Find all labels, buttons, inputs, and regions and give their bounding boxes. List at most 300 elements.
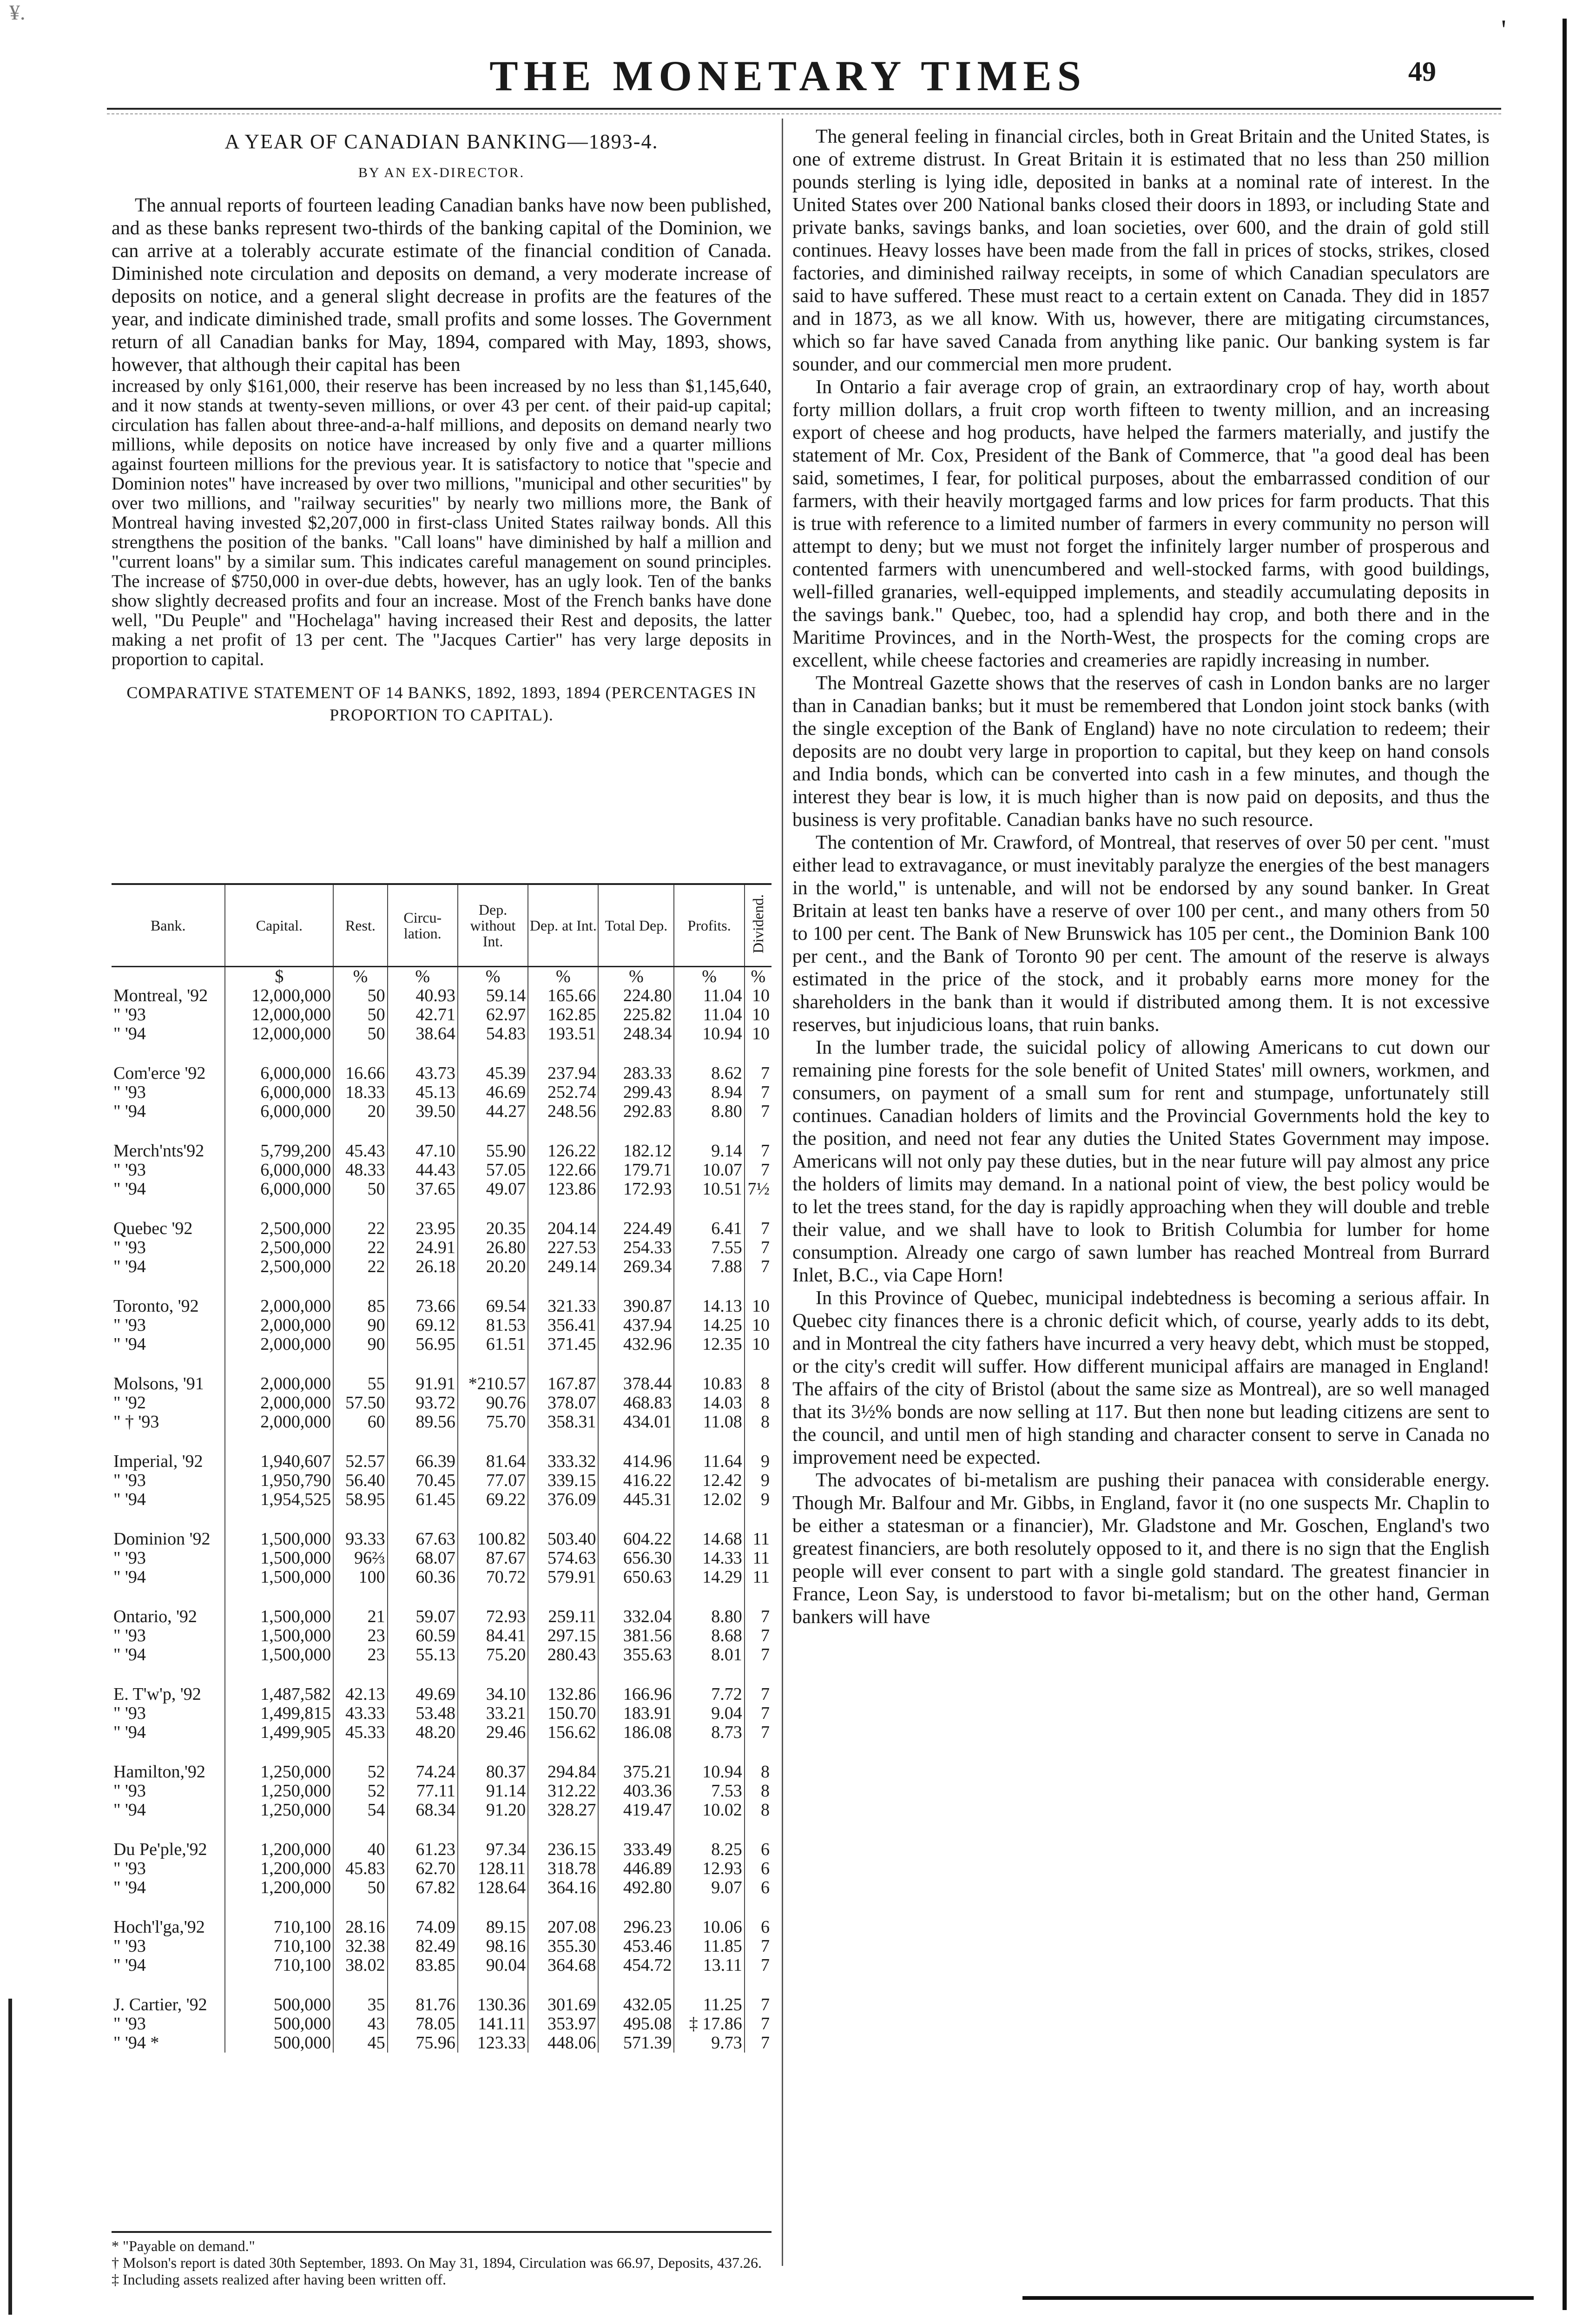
- bank-name-cell: Merch'nts'92: [113, 1142, 204, 1161]
- table-cell: 1,499,905: [225, 1723, 333, 1742]
- bank-name-cell: " '93: [113, 1782, 146, 1801]
- table-cell: [225, 1509, 333, 1530]
- table-cell: [598, 1276, 674, 1297]
- table-cell: 254.33: [598, 1238, 674, 1257]
- table-cell: [225, 1664, 333, 1685]
- bank-name-cell: J. Cartier, '92: [113, 1995, 207, 2014]
- table-cell: 333.49: [598, 1840, 674, 1859]
- table-cell: 61.51: [458, 1335, 528, 1354]
- bank-name-cell: " '94: [113, 1568, 146, 1587]
- table-cell: 10.51: [674, 1180, 744, 1199]
- bank-name-cell: " '94: [113, 1102, 146, 1121]
- table-cell: [458, 1742, 528, 1763]
- table-cell: 13.11: [674, 1956, 744, 1975]
- table-cell: [333, 1820, 387, 1840]
- table-cell: 7: [745, 1064, 772, 1083]
- table-cell: 10.02: [674, 1801, 744, 1820]
- table-cell: 1,200,000: [225, 1840, 333, 1859]
- table-cell: [458, 1043, 528, 1064]
- table-cell: 333.32: [528, 1452, 598, 1471]
- table-cell: [528, 1199, 598, 1219]
- table-cell: 710,100: [225, 1937, 333, 1956]
- table-cell: 453.46: [598, 1937, 674, 1956]
- table-row: [112, 1530, 772, 1549]
- table-cell: 224.80: [598, 986, 674, 1005]
- table-cell: ‡ 17.86: [674, 2014, 744, 2034]
- table-cell: 69.22: [458, 1490, 528, 1509]
- bank-name-cell: " '93: [113, 2014, 146, 2034]
- table-cell: 14.29: [674, 1568, 744, 1587]
- table-cell: 2,000,000: [225, 1297, 333, 1316]
- table-cell: 1,500,000: [225, 1607, 333, 1626]
- table-row: [112, 1219, 772, 1238]
- table-cell: [225, 1121, 333, 1142]
- bank-name-cell: [112, 1587, 225, 1607]
- bank-name-cell: " '94: [113, 1257, 146, 1276]
- table-cell: [598, 1199, 674, 1219]
- table-cell: 8: [745, 1413, 772, 1432]
- table-cell: 172.93: [598, 1180, 674, 1199]
- bank-name-cell: [112, 1432, 225, 1452]
- table-cell: [225, 1276, 333, 1297]
- bank-name-cell: Ontario, '92: [113, 1607, 197, 1626]
- table-cell: 1,250,000: [225, 1782, 333, 1801]
- table-row: [112, 1161, 772, 1180]
- table-cell: [458, 1975, 528, 1995]
- table-cell: 7: [745, 1142, 772, 1161]
- bank-name-cell: " '94: [113, 1335, 146, 1354]
- table-cell: 68.07: [388, 1549, 458, 1568]
- table-cell: 98.16: [458, 1937, 528, 1956]
- table-cell: 43: [333, 2014, 387, 2034]
- table-cell: 43.33: [333, 1704, 387, 1723]
- table-row: [112, 1102, 772, 1121]
- table-cell: 8: [745, 1374, 772, 1393]
- table-cell: 66.39: [388, 1452, 458, 1471]
- header-dividend-label: Dividend.: [750, 894, 767, 954]
- table-cell: [333, 1975, 387, 1995]
- table-cell: 12.02: [674, 1490, 744, 1509]
- table-cell: 207.08: [528, 1918, 598, 1937]
- table-cell: 375.21: [598, 1763, 674, 1782]
- table-cell: 7.72: [674, 1685, 744, 1704]
- table-cell: [674, 1276, 744, 1297]
- table-cell: [388, 1664, 458, 1685]
- table-cell: 8: [745, 1782, 772, 1801]
- table-cell: 77.07: [458, 1471, 528, 1490]
- table-cell: [388, 1276, 458, 1297]
- table-cell: 9.07: [674, 1878, 744, 1897]
- table-row: [112, 1257, 772, 1276]
- table-row: [112, 1626, 772, 1645]
- table-cell: 2,500,000: [225, 1219, 333, 1238]
- article-byline: BY AN EX-DIRECTOR.: [358, 165, 525, 180]
- bank-name-cell: " '93: [113, 1238, 146, 1257]
- table-cell: 78.05: [388, 2014, 458, 2034]
- table-cell: 128.11: [458, 1859, 528, 1878]
- table-title: COMPARATIVE STATEMENT OF 14 BANKS, 1892, 1893, 1894 (PERCENTAGES IN PROPORTION TO CAPITAL).: [126, 683, 757, 724]
- table-cell: [333, 1354, 387, 1374]
- article-paragraph: The contention of Mr. Crawford, of Montreal, that reserves of over 50 per cent. "must either lead to extravagance, or must inevitably paralyze the energies of the best managers in the world," is untenable, and will not be endorsed by any sound banker. In Great Britain at least ten banks have a reserve of over 100 per cent., and many others from 50 to 100 per cent. The Bank of New Brunswick has 105 per cent., the Dominion Bank 100 per cent., and the Bank of Toronto 90 per cent. The amount of the reserve is always estimated in the price of the stock, and it probably earns more money for the shareholders in the bank than it would if distributed among them. It is not excessive reserves, but injudicious loans, that ruin banks.: [792, 832, 1490, 1036]
- header-profits: Profits.: [674, 884, 744, 967]
- table-cell: 292.83: [598, 1102, 674, 1121]
- table-cell: 1,200,000: [225, 1878, 333, 1897]
- table-cell: 355.30: [528, 1937, 598, 1956]
- table-cell: 8: [745, 1801, 772, 1820]
- table-cell: 353.97: [528, 2014, 598, 2034]
- table-cell: [674, 1432, 744, 1452]
- table-cell: 6: [745, 1840, 772, 1859]
- table-cell: 434.01: [598, 1413, 674, 1432]
- table-cell: 60.59: [388, 1626, 458, 1645]
- table-cell: [333, 1432, 387, 1452]
- table-cell: 69.54: [458, 1297, 528, 1316]
- table-cell: 93.33: [333, 1530, 387, 1549]
- table-cell: 67.63: [388, 1530, 458, 1549]
- table-cell: 5,799,200: [225, 1142, 333, 1161]
- table-row: [112, 1840, 772, 1859]
- table-cell: 45.39: [458, 1064, 528, 1083]
- table-cell: [674, 1199, 744, 1219]
- table-cell: [388, 1897, 458, 1918]
- table-cell: 7: [745, 1161, 772, 1180]
- table-cell: 500,000: [225, 2034, 333, 2053]
- table-row: [112, 1549, 772, 1568]
- table-cell: 503.40: [528, 1530, 598, 1549]
- table-cell: 259.11: [528, 1607, 598, 1626]
- table-cell: 8.80: [674, 1607, 744, 1626]
- bank-name-cell: Imperial, '92: [113, 1452, 203, 1471]
- table-cell: 454.72: [598, 1956, 674, 1975]
- bank-name-cell: [112, 1354, 225, 1374]
- table-cell: 7.53: [674, 1782, 744, 1801]
- table-cell: [745, 1354, 772, 1374]
- bank-name-cell: Hoch'l'ga,'92: [113, 1918, 205, 1937]
- table-cell: 6,000,000: [225, 1102, 333, 1121]
- table-spacer-row: [112, 1664, 772, 1685]
- bank-name-cell: " '94: [113, 1024, 146, 1043]
- table-cell: 358.31: [528, 1413, 598, 1432]
- table-cell: [674, 1121, 744, 1142]
- table-cell: 269.34: [598, 1257, 674, 1276]
- table-cell: 492.80: [598, 1878, 674, 1897]
- table-cell: 90: [333, 1335, 387, 1354]
- header-capital: Capital.: [225, 884, 333, 967]
- table-cell: 11: [745, 1549, 772, 1568]
- table-cell: 7: [745, 1102, 772, 1121]
- table-cell: 390.87: [598, 1297, 674, 1316]
- table-cell: 28.16: [333, 1918, 387, 1937]
- bank-name-cell: " '94: [113, 1956, 146, 1975]
- table-cell: [598, 1742, 674, 1763]
- table-cell: [458, 1432, 528, 1452]
- table-cell: [333, 1043, 387, 1064]
- bank-name-cell: [112, 1975, 225, 1995]
- unit-cell: %: [388, 967, 458, 987]
- table-cell: 2,000,000: [225, 1335, 333, 1354]
- table-cell: 1,950,790: [225, 1471, 333, 1490]
- table-cell: 8.94: [674, 1083, 744, 1102]
- table-cell: 294.84: [528, 1763, 598, 1782]
- table-cell: 656.30: [598, 1549, 674, 1568]
- table-cell: 34.10: [458, 1685, 528, 1704]
- table-cell: 14.68: [674, 1530, 744, 1549]
- table-cell: 280.43: [528, 1645, 598, 1664]
- bank-name-cell: [112, 1276, 225, 1297]
- table-cell: 252.74: [528, 1083, 598, 1102]
- article-paragraph: The annual reports of fourteen leading Canadian banks have now been published, and as these banks represent two-thirds of the banking capital of the Dominion, we can arrive at a tolerably accurate estimate of the financial condition of Canada. Diminished note circulation and deposits on demand, a very moderate increase of deposits on notice, and a general slight decrease in profits are the features of the year, and indicate diminished trade, small profits and some losses. The Government return of all Canadian banks for May, 1894, compared with May, 1893, shows, however, that although their capital has been: [112, 195, 772, 376]
- table-row: [112, 1490, 772, 1509]
- table-row: [112, 1413, 772, 1432]
- bank-name-cell: " '93: [113, 1626, 146, 1645]
- table-cell: [528, 1742, 598, 1763]
- table-cell: 165.66: [528, 986, 598, 1005]
- bank-name-cell: " '94: [113, 1878, 146, 1897]
- table-cell: 54.83: [458, 1024, 528, 1043]
- table-cell: 56.95: [388, 1335, 458, 1354]
- table-cell: 2,000,000: [225, 1374, 333, 1393]
- table-cell: 7.55: [674, 1238, 744, 1257]
- bank-name-cell: Hamilton,'92: [113, 1763, 205, 1782]
- table-cell: [674, 1354, 744, 1374]
- table-cell: 579.91: [528, 1568, 598, 1587]
- table-cell: 75.20: [458, 1645, 528, 1664]
- bank-name-cell: [112, 1820, 225, 1840]
- table-cell: 57.50: [333, 1393, 387, 1413]
- table-cell: 38.64: [388, 1024, 458, 1043]
- table-row: [112, 1723, 772, 1742]
- table-cell: 26.80: [458, 1238, 528, 1257]
- table-cell: 364.68: [528, 1956, 598, 1975]
- table-cell: [225, 1820, 333, 1840]
- table-cell: 321.33: [528, 1297, 598, 1316]
- table-cell: 650.63: [598, 1568, 674, 1587]
- unit-cell: %: [458, 967, 528, 987]
- table-cell: 45.33: [333, 1723, 387, 1742]
- table-cell: 33.21: [458, 1704, 528, 1723]
- table-cell: 18.33: [333, 1083, 387, 1102]
- bank-name-cell: [112, 1742, 225, 1763]
- bank-name-cell: " '93: [113, 1471, 146, 1490]
- table-row: [112, 1568, 772, 1587]
- article-paragraph-continued: increased by only $161,000, their reserve has been increased by no less than $1,145,640, and it now stands at twenty-seven millions, or over 43 per cent. of their paid-up capital; circulation has fallen about three-and-a-half millions, and deposits on demand nearly two millions, while deposits on notice have increased by only five and a quarter millions against fourteen millions for the previous year. It is satisfactory to notice that "specie and Dominion notes" have increased by over two millions, "municipal and other securities" by over two millions, and "railway securities" by nearly two millions more, the Bank of Montreal having invested $2,207,000 in first-class United States railway bonds. All this strengthens the position of the banks. "Call loans" have diminished by half a million and "current loans" by a similar sum. This indicates careful management on sound principles. The increase of $750,000 in over-due debts, however, has an ugly look. Ten of the banks show slightly decreased profits and four an increase. Most of the French banks have done well, "Du Peuple" and "Hochelaga" having increased their Rest and deposits, the latter making a net profit of 13 per cent. The "Jacques Cartier" has very large deposits in proportion to capital.: [112, 376, 772, 669]
- table-cell: 150.70: [528, 1704, 598, 1723]
- table-cell: [745, 1975, 772, 1995]
- bank-name-cell: " '94: [113, 1645, 146, 1664]
- table-cell: 604.22: [598, 1530, 674, 1549]
- table-cell: [528, 1664, 598, 1685]
- table-cell: 237.94: [528, 1064, 598, 1083]
- table-cell: 1,940,607: [225, 1452, 333, 1471]
- table-cell: 1,200,000: [225, 1859, 333, 1878]
- table-cell: 6: [745, 1878, 772, 1897]
- table-cell: 296.23: [598, 1918, 674, 1937]
- table-cell: 10.94: [674, 1024, 744, 1043]
- table-cell: 37.65: [388, 1180, 458, 1199]
- table-cell: 249.14: [528, 1257, 598, 1276]
- table-cell: 204.14: [528, 1219, 598, 1238]
- table-cell: [674, 1897, 744, 1918]
- table-cell: [528, 1432, 598, 1452]
- table-cell: 9.73: [674, 2034, 744, 2053]
- table-cell: 20: [333, 1102, 387, 1121]
- table-cell: 53.48: [388, 1704, 458, 1723]
- table-cell: 23: [333, 1645, 387, 1664]
- table-cell: 227.53: [528, 1238, 598, 1257]
- table-row: [112, 1685, 772, 1704]
- table-cell: 46.69: [458, 1083, 528, 1102]
- table-cell: 58.95: [333, 1490, 387, 1509]
- table-cell: 364.16: [528, 1878, 598, 1897]
- bank-name-cell: " '94: [113, 1723, 146, 1742]
- table-spacer-row: [112, 1587, 772, 1607]
- table-row: [112, 1956, 772, 1975]
- table-cell: 54: [333, 1801, 387, 1820]
- bank-name-cell: " '93: [113, 1083, 146, 1102]
- table-cell: [333, 1509, 387, 1530]
- table-cell: 39.50: [388, 1102, 458, 1121]
- page-number: 49: [1408, 56, 1436, 87]
- table-cell: 446.89: [598, 1859, 674, 1878]
- table-cell: 2,000,000: [225, 1316, 333, 1335]
- table-cell: 22: [333, 1219, 387, 1238]
- table-cell: 12.93: [674, 1859, 744, 1878]
- table-cell: 42.13: [333, 1685, 387, 1704]
- table-cell: [388, 1043, 458, 1064]
- table-cell: 20.35: [458, 1219, 528, 1238]
- bank-name-cell: [112, 1509, 225, 1530]
- table-cell: [745, 1897, 772, 1918]
- table-cell: 89.15: [458, 1918, 528, 1937]
- table-cell: [458, 1664, 528, 1685]
- table-cell: [388, 1121, 458, 1142]
- table-cell: [388, 1432, 458, 1452]
- table-cell: 7: [745, 2034, 772, 2053]
- bank-name-cell: Du Pe'ple,'92: [113, 1840, 207, 1859]
- table-spacer-row: [112, 1820, 772, 1840]
- table-cell: 21: [333, 1607, 387, 1626]
- table-cell: [745, 1199, 772, 1219]
- table-cell: [598, 1897, 674, 1918]
- table-cell: 55.90: [458, 1142, 528, 1161]
- table-cell: [598, 1664, 674, 1685]
- table-cell: 403.36: [598, 1782, 674, 1801]
- table-cell: 9: [745, 1471, 772, 1490]
- table-cell: 378.07: [528, 1393, 598, 1413]
- table-cell: 301.69: [528, 1995, 598, 2014]
- bank-name-cell: " '93: [113, 1704, 146, 1723]
- table-cell: 11: [745, 1568, 772, 1587]
- table-cell: 9: [745, 1490, 772, 1509]
- table-cell: 1,250,000: [225, 1801, 333, 1820]
- table-cell: 91.20: [458, 1801, 528, 1820]
- table-cell: 7: [745, 1626, 772, 1645]
- table-cell: 32.38: [333, 1937, 387, 1956]
- table-cell: 162.85: [528, 1005, 598, 1024]
- margin-tick: ': [1501, 14, 1506, 45]
- bank-name-cell: [112, 1664, 225, 1685]
- table-cell: 50: [333, 1878, 387, 1897]
- table-spacer-row: [112, 1121, 772, 1142]
- table-cell: 10.83: [674, 1374, 744, 1393]
- table-cell: 167.87: [528, 1374, 598, 1393]
- table-cell: 128.64: [458, 1878, 528, 1897]
- table-cell: 328.27: [528, 1801, 598, 1820]
- table-cell: [598, 1432, 674, 1452]
- bank-name-cell: Molsons, '91: [113, 1374, 204, 1393]
- table-cell: 10: [745, 1024, 772, 1043]
- table-cell: 122.66: [528, 1161, 598, 1180]
- table-cell: 332.04: [598, 1607, 674, 1626]
- table-cell: 1,954,525: [225, 1490, 333, 1509]
- table-cell: 44.43: [388, 1161, 458, 1180]
- table-cell: [745, 1432, 772, 1452]
- table-cell: [388, 1587, 458, 1607]
- table-cell: 376.09: [528, 1490, 598, 1509]
- table-cell: 186.08: [598, 1723, 674, 1742]
- unit-cell: %: [745, 967, 772, 987]
- table-cell: 57.05: [458, 1161, 528, 1180]
- table-cell: 500,000: [225, 2014, 333, 2034]
- table-cell: 90.76: [458, 1393, 528, 1413]
- table-cell: [674, 1664, 744, 1685]
- table-spacer-row: [112, 1742, 772, 1763]
- table-header-row: [112, 884, 772, 967]
- header-bank: Bank.: [112, 884, 225, 967]
- table-cell: 224.49: [598, 1219, 674, 1238]
- table-cell: 83.85: [388, 1956, 458, 1975]
- table-cell: 60: [333, 1413, 387, 1432]
- table-cell: 6: [745, 1859, 772, 1878]
- table-cell: [458, 1121, 528, 1142]
- unit-cell: %: [333, 967, 387, 987]
- column-divider: [782, 119, 783, 2266]
- comparative-bank-table: [112, 883, 772, 2053]
- table-cell: 24.91: [388, 1238, 458, 1257]
- table-cell: 11.04: [674, 986, 744, 1005]
- table-cell: [333, 1199, 387, 1219]
- table-cell: 8.68: [674, 1626, 744, 1645]
- table-cell: 85: [333, 1297, 387, 1316]
- table-spacer-row: [112, 1432, 772, 1452]
- header-circulation: Circu-lation.: [388, 884, 458, 967]
- table-cell: 141.11: [458, 2014, 528, 2034]
- table-cell: 130.36: [458, 1995, 528, 2014]
- table-cell: 10.94: [674, 1763, 744, 1782]
- unit-cell: $: [225, 967, 333, 987]
- table-cell: 7: [745, 1083, 772, 1102]
- table-cell: [674, 1043, 744, 1064]
- masthead-rule: [107, 108, 1501, 110]
- table-cell: 50: [333, 1024, 387, 1043]
- table-cell: 8: [745, 1763, 772, 1782]
- table-cell: 8.01: [674, 1645, 744, 1664]
- table-cell: [528, 1820, 598, 1840]
- table-cell: 283.33: [598, 1064, 674, 1083]
- table-cell: 312.22: [528, 1782, 598, 1801]
- article-paragraph: In Ontario a fair average crop of grain, an extraordinary crop of hay, worth about forty million dollars, a fruit crop worth fifteen to twenty million, and an increasing export of cheese and hog products, have helped the farmers materially, and justify the statement of Mr. Cox, President of the Bank of Commerce, that "a good deal has been said, sometimes, I fear, for political purposes, about the embarrassed condition of our farmers, with their heavily mortgaged farms and low prices for farm products. That this is true with reference to a limited number of farmers in every community no person will attempt to deny; but we must not forget the infinitely larger number of prosperous and contented farmers with unencumbered and well-stocked farms, with good buildings, well-filled granaries, well-equipped implements, and steadily accumulating deposits in the savings bank." Quebec, too, had a splendid hay crop, and both there and in the Maritime Provinces, and in the North-West, the prospects for the coming crops are excellent, while cheese factories and creameries are rapidly increasing in number.: [792, 376, 1490, 671]
- table-cell: 59.14: [458, 986, 528, 1005]
- table-cell: 12.35: [674, 1335, 744, 1354]
- table-cell: 100.82: [458, 1530, 528, 1549]
- table-cell: 10.06: [674, 1918, 744, 1937]
- table-cell: 7½: [745, 1180, 772, 1199]
- table-cell: 90.04: [458, 1956, 528, 1975]
- table-cell: 45: [333, 2034, 387, 2053]
- table-cell: 6,000,000: [225, 1161, 333, 1180]
- table-cell: 49.69: [388, 1685, 458, 1704]
- bank-name-cell: Com'erce '92: [113, 1064, 206, 1083]
